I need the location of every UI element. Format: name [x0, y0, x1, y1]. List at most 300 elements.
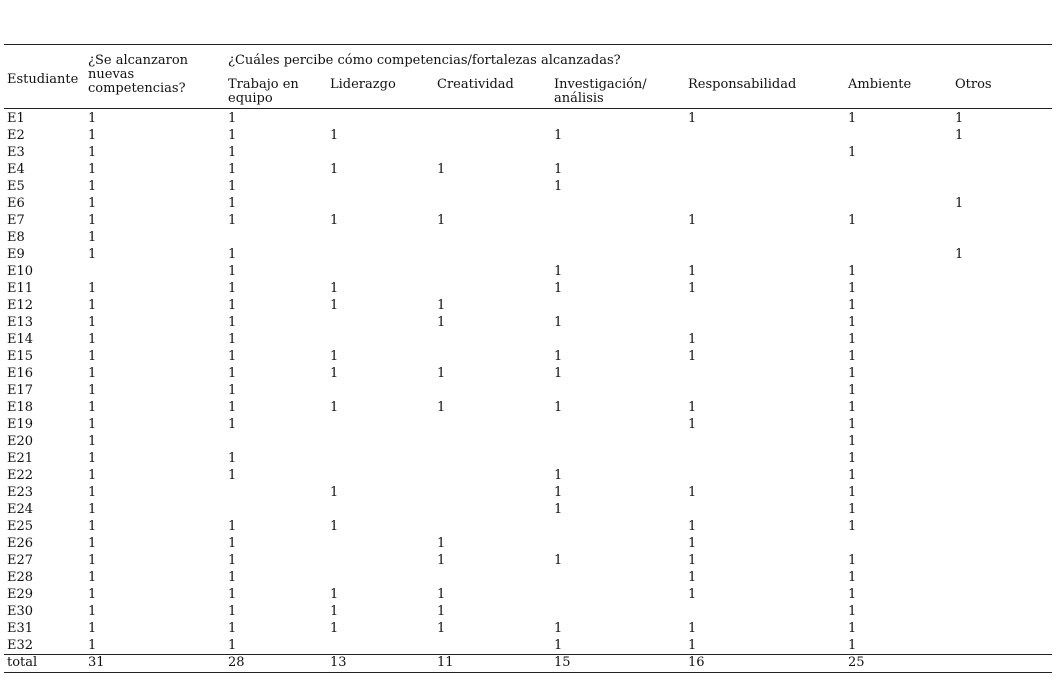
value-cell: 1: [88, 315, 97, 330]
value-cell: 1: [228, 264, 237, 279]
value-cell: [551, 246, 685, 263]
value-cell: [434, 280, 551, 297]
value-cell: [685, 467, 845, 484]
table-row: [4, 229, 1052, 246]
student-cell: E27: [7, 553, 34, 568]
total-cell: 31: [85, 655, 225, 673]
table-row: [4, 348, 1052, 365]
value-cell: 1: [848, 604, 857, 619]
student-cell: E5: [7, 179, 25, 194]
student-cell: E31: [7, 621, 34, 636]
value-cell: [327, 637, 434, 655]
value-cell: 1: [228, 468, 237, 483]
header-competency-2: Creatividad: [434, 78, 551, 109]
total-cell: 11: [434, 655, 551, 673]
value-cell: 1: [437, 536, 446, 551]
value-cell: 1: [88, 536, 97, 551]
total-cell: 13: [327, 655, 434, 673]
value-cell: 1: [228, 638, 237, 653]
value-cell: 1: [88, 298, 97, 313]
student-cell: E8: [7, 230, 25, 245]
table-row: [4, 144, 1052, 161]
value-cell: 1: [88, 128, 97, 143]
value-cell: 1: [848, 315, 857, 330]
value-cell: [551, 109, 685, 128]
student-cell: E20: [7, 434, 34, 449]
value-cell: 1: [848, 502, 857, 517]
value-cell: [952, 535, 1052, 552]
value-cell: 1: [228, 519, 237, 534]
student-cell: E21: [7, 451, 34, 466]
value-cell: [327, 331, 434, 348]
value-cell: 1: [437, 553, 446, 568]
value-cell: 1: [848, 587, 857, 602]
total-cell: 16: [685, 655, 845, 673]
value-cell: [327, 314, 434, 331]
table-row: [4, 365, 1052, 382]
value-cell: [685, 433, 845, 450]
value-cell: 1: [88, 366, 97, 381]
value-cell: 1: [228, 587, 237, 602]
value-cell: 1: [848, 434, 857, 449]
value-cell: 1: [848, 468, 857, 483]
value-cell: 1: [848, 570, 857, 585]
value-cell: [952, 331, 1052, 348]
table-row: [4, 552, 1052, 569]
value-cell: [952, 433, 1052, 450]
student-cell: E6: [7, 196, 25, 211]
value-cell: [327, 501, 434, 518]
value-cell: [327, 263, 434, 280]
value-cell: [327, 552, 434, 569]
value-cell: [327, 569, 434, 586]
value-cell: 1: [688, 519, 697, 534]
value-cell: 1: [88, 400, 97, 415]
value-cell: 1: [848, 485, 857, 500]
value-cell: 1: [88, 434, 97, 449]
value-cell: [845, 195, 952, 212]
value-cell: [952, 382, 1052, 399]
value-cell: 1: [848, 553, 857, 568]
value-cell: 1: [88, 145, 97, 160]
value-cell: [685, 195, 845, 212]
value-cell: [952, 484, 1052, 501]
value-cell: [952, 212, 1052, 229]
value-cell: 1: [688, 485, 697, 500]
value-cell: 1: [437, 400, 446, 415]
value-cell: 1: [437, 162, 446, 177]
table-row: [4, 161, 1052, 178]
student-cell: E23: [7, 485, 34, 500]
value-cell: [551, 297, 685, 314]
value-cell: 1: [437, 315, 446, 330]
value-cell: [434, 246, 551, 263]
value-cell: [685, 365, 845, 382]
value-cell: [434, 518, 551, 535]
table-row: [4, 450, 1052, 467]
value-cell: 1: [437, 298, 446, 313]
student-cell: E3: [7, 145, 25, 160]
value-cell: 1: [228, 451, 237, 466]
value-cell: 1: [688, 621, 697, 636]
total-label: total: [4, 655, 85, 673]
value-cell: [845, 127, 952, 144]
value-cell: 1: [554, 638, 563, 653]
value-cell: 1: [848, 213, 857, 228]
value-cell: [327, 195, 434, 212]
value-cell: 1: [228, 213, 237, 228]
table-row: [4, 109, 1052, 128]
value-cell: [685, 382, 845, 399]
value-cell: [434, 382, 551, 399]
value-cell: [327, 178, 434, 195]
student-cell: E28: [7, 570, 34, 585]
value-cell: 1: [437, 366, 446, 381]
table-body: [4, 109, 1052, 655]
value-cell: [225, 229, 327, 246]
value-cell: [952, 552, 1052, 569]
value-cell: 1: [554, 366, 563, 381]
value-cell: [434, 484, 551, 501]
value-cell: 1: [228, 349, 237, 364]
value-cell: 1: [88, 468, 97, 483]
value-cell: [551, 331, 685, 348]
table-row: [4, 212, 1052, 229]
value-cell: [952, 620, 1052, 637]
value-cell: 1: [554, 468, 563, 483]
value-cell: 1: [228, 162, 237, 177]
value-cell: 1: [688, 281, 697, 296]
total-cell: 28: [225, 655, 327, 673]
value-cell: 1: [88, 383, 97, 398]
value-cell: [685, 161, 845, 178]
value-cell: 1: [330, 400, 339, 415]
total-cell: 15: [551, 655, 685, 673]
header-group-question: ¿Cuáles percibe cómo competencias/fortalezas alcanzadas?: [225, 45, 1052, 79]
value-cell: [85, 263, 225, 280]
value-cell: [685, 297, 845, 314]
student-cell: E4: [7, 162, 25, 177]
value-cell: 1: [688, 332, 697, 347]
table-row: [4, 280, 1052, 297]
student-cell: E12: [7, 298, 34, 313]
value-cell: 1: [848, 349, 857, 364]
value-cell: 1: [330, 604, 339, 619]
value-cell: [952, 637, 1052, 655]
value-cell: 1: [955, 247, 964, 262]
student-cell: E24: [7, 502, 34, 517]
student-cell: E14: [7, 332, 34, 347]
table-row: [4, 416, 1052, 433]
table-row: [4, 603, 1052, 620]
value-cell: 1: [228, 332, 237, 347]
value-cell: 1: [554, 485, 563, 500]
table-row: [4, 535, 1052, 552]
value-cell: [551, 212, 685, 229]
table-row: [4, 178, 1052, 195]
value-cell: 1: [848, 400, 857, 415]
value-cell: 1: [228, 553, 237, 568]
value-cell: [952, 314, 1052, 331]
value-cell: 1: [228, 128, 237, 143]
value-cell: 1: [554, 179, 563, 194]
value-cell: [952, 518, 1052, 535]
value-cell: [434, 144, 551, 161]
value-cell: 1: [688, 400, 697, 415]
value-cell: 1: [554, 281, 563, 296]
value-cell: [952, 178, 1052, 195]
value-cell: 1: [688, 417, 697, 432]
value-cell: 1: [688, 349, 697, 364]
table-row: [4, 331, 1052, 348]
value-cell: [952, 450, 1052, 467]
value-cell: 1: [437, 604, 446, 619]
value-cell: 1: [228, 111, 237, 126]
value-cell: [434, 433, 551, 450]
value-cell: [434, 637, 551, 655]
value-cell: 1: [88, 247, 97, 262]
value-cell: 1: [437, 213, 446, 228]
value-cell: 1: [848, 366, 857, 381]
value-cell: 1: [330, 366, 339, 381]
value-cell: [327, 229, 434, 246]
value-cell: [685, 246, 845, 263]
value-cell: [551, 195, 685, 212]
value-cell: [225, 484, 327, 501]
value-cell: 1: [88, 162, 97, 177]
value-cell: [551, 382, 685, 399]
table-row: [4, 382, 1052, 399]
value-cell: 1: [688, 553, 697, 568]
value-cell: [685, 127, 845, 144]
value-cell: [845, 161, 952, 178]
value-cell: 1: [688, 111, 697, 126]
value-cell: [434, 416, 551, 433]
table-row: [4, 399, 1052, 416]
value-cell: [551, 603, 685, 620]
value-cell: [327, 109, 434, 128]
value-cell: 1: [88, 604, 97, 619]
value-cell: 1: [688, 587, 697, 602]
value-cell: [551, 416, 685, 433]
value-cell: 1: [688, 213, 697, 228]
value-cell: 1: [228, 570, 237, 585]
value-cell: 1: [330, 128, 339, 143]
value-cell: [551, 535, 685, 552]
value-cell: [952, 263, 1052, 280]
value-cell: 1: [88, 485, 97, 500]
table-row: [4, 246, 1052, 263]
value-cell: [225, 433, 327, 450]
value-cell: 1: [88, 451, 97, 466]
value-cell: [434, 127, 551, 144]
student-cell: E29: [7, 587, 34, 602]
value-cell: 1: [848, 621, 857, 636]
value-cell: [434, 348, 551, 365]
value-cell: 1: [228, 315, 237, 330]
student-cell: E7: [7, 213, 25, 228]
value-cell: 1: [330, 281, 339, 296]
header-competency-4: Responsabilidad: [685, 78, 845, 109]
value-cell: 1: [955, 111, 964, 126]
value-cell: [952, 348, 1052, 365]
value-cell: 1: [228, 179, 237, 194]
value-cell: 1: [955, 196, 964, 211]
value-cell: [551, 229, 685, 246]
student-cell: E9: [7, 247, 25, 262]
value-cell: [327, 467, 434, 484]
value-cell: 1: [688, 264, 697, 279]
value-cell: 1: [228, 536, 237, 551]
table-row: [4, 569, 1052, 586]
value-cell: [434, 467, 551, 484]
value-cell: 1: [554, 315, 563, 330]
value-cell: [952, 399, 1052, 416]
value-cell: 1: [228, 417, 237, 432]
value-cell: 1: [437, 587, 446, 602]
value-cell: 1: [228, 400, 237, 415]
student-cell: E11: [7, 281, 34, 296]
student-cell: E25: [7, 519, 34, 534]
value-cell: [952, 280, 1052, 297]
value-cell: 1: [228, 247, 237, 262]
value-cell: 1: [848, 145, 857, 160]
header-new-competencies: ¿Se alcanzaron nuevas competencias?: [85, 45, 225, 109]
value-cell: [952, 467, 1052, 484]
value-cell: [327, 450, 434, 467]
value-cell: [952, 229, 1052, 246]
value-cell: 1: [330, 587, 339, 602]
value-cell: 1: [330, 298, 339, 313]
value-cell: 1: [88, 553, 97, 568]
table-row: [4, 467, 1052, 484]
value-cell: 1: [88, 111, 97, 126]
value-cell: [845, 178, 952, 195]
value-cell: 1: [330, 519, 339, 534]
student-cell: E26: [7, 536, 34, 551]
value-cell: [952, 603, 1052, 620]
table-row: [4, 586, 1052, 603]
value-cell: [845, 535, 952, 552]
value-cell: [685, 144, 845, 161]
value-cell: [434, 450, 551, 467]
header-competency-5: Ambiente: [845, 78, 952, 109]
value-cell: 1: [228, 621, 237, 636]
value-cell: 1: [228, 281, 237, 296]
header-competency-0: Trabajo en equipo: [225, 78, 327, 109]
value-cell: 1: [848, 332, 857, 347]
student-cell: E10: [7, 264, 34, 279]
value-cell: 1: [88, 332, 97, 347]
student-cell: E19: [7, 417, 34, 432]
value-cell: [952, 297, 1052, 314]
value-cell: [952, 586, 1052, 603]
value-cell: [952, 144, 1052, 161]
value-cell: 1: [554, 400, 563, 415]
student-cell: E30: [7, 604, 34, 619]
student-cell: E16: [7, 366, 34, 381]
value-cell: [551, 450, 685, 467]
header-competency-1: Liderazgo: [327, 78, 434, 109]
value-cell: [685, 229, 845, 246]
value-cell: [327, 416, 434, 433]
value-cell: 1: [228, 366, 237, 381]
total-cell: [952, 655, 1052, 673]
value-cell: 1: [228, 604, 237, 619]
student-cell: E2: [7, 128, 25, 143]
value-cell: 1: [228, 196, 237, 211]
value-cell: [434, 569, 551, 586]
value-cell: 1: [848, 111, 857, 126]
value-cell: [845, 229, 952, 246]
value-cell: 1: [554, 502, 563, 517]
value-cell: [434, 195, 551, 212]
value-cell: [952, 365, 1052, 382]
value-cell: [327, 246, 434, 263]
value-cell: [952, 569, 1052, 586]
value-cell: [434, 501, 551, 518]
student-cell: E15: [7, 349, 34, 364]
value-cell: 1: [228, 383, 237, 398]
table-row: [4, 314, 1052, 331]
value-cell: 1: [554, 162, 563, 177]
value-cell: [952, 416, 1052, 433]
value-cell: [225, 501, 327, 518]
value-cell: [952, 161, 1052, 178]
value-cell: 1: [330, 213, 339, 228]
value-cell: 1: [848, 281, 857, 296]
table-row: [4, 518, 1052, 535]
student-cell: E18: [7, 400, 34, 415]
total-cell: 25: [845, 655, 952, 673]
total-row: [4, 655, 1052, 673]
value-cell: 1: [688, 570, 697, 585]
value-cell: [434, 263, 551, 280]
value-cell: [434, 109, 551, 128]
value-cell: [551, 144, 685, 161]
value-cell: [327, 382, 434, 399]
table-row: [4, 297, 1052, 314]
value-cell: [551, 433, 685, 450]
value-cell: 1: [88, 621, 97, 636]
table-row: [4, 620, 1052, 637]
value-cell: 1: [88, 213, 97, 228]
value-cell: 1: [88, 519, 97, 534]
header-competency-3: Investigación/ análisis: [551, 78, 685, 109]
value-cell: 1: [848, 519, 857, 534]
value-cell: [551, 518, 685, 535]
value-cell: 1: [554, 553, 563, 568]
value-cell: 1: [88, 570, 97, 585]
value-cell: 1: [330, 162, 339, 177]
value-cell: [434, 331, 551, 348]
value-cell: [685, 603, 845, 620]
table-row: [4, 433, 1052, 450]
header-competency-6: Otros: [952, 78, 1052, 109]
value-cell: [551, 586, 685, 603]
value-cell: 1: [88, 417, 97, 432]
value-cell: 1: [88, 587, 97, 602]
table-row: [4, 127, 1052, 144]
value-cell: 1: [88, 638, 97, 653]
value-cell: 1: [437, 621, 446, 636]
value-cell: [434, 178, 551, 195]
value-cell: 1: [688, 638, 697, 653]
table-row: [4, 263, 1052, 280]
header-row-top: [4, 45, 1052, 79]
value-cell: 1: [848, 298, 857, 313]
value-cell: 1: [228, 298, 237, 313]
